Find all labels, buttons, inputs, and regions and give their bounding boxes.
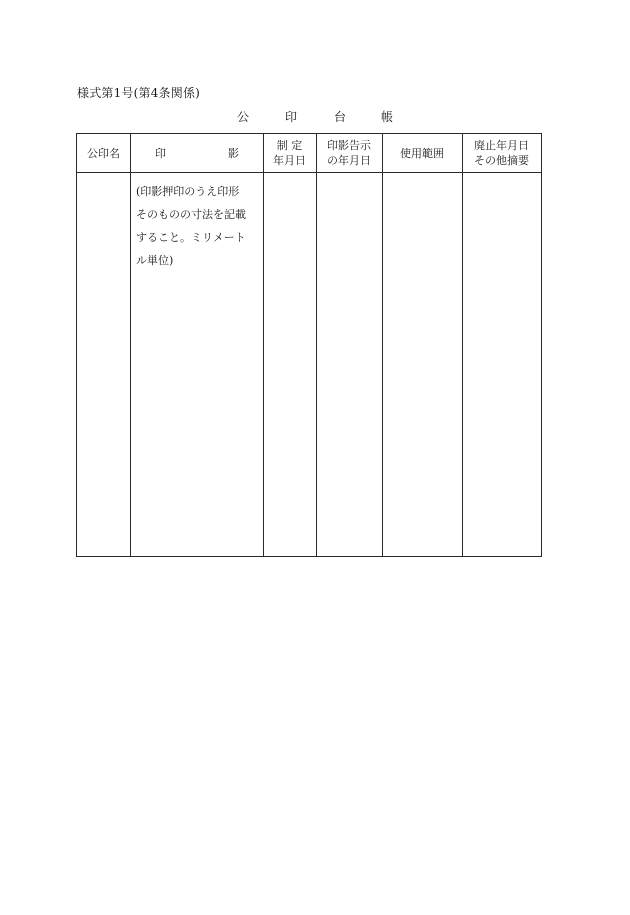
header-char: 制: [276, 139, 288, 152]
header-seal-name-label: 公印名: [87, 146, 120, 160]
header-char: 定: [291, 139, 303, 152]
header-abolition-line1: 廃止年月日: [474, 139, 529, 152]
header-announcement-date-line2: の年月日: [327, 154, 371, 167]
form-number: 様式第1号(第4条関係): [77, 86, 201, 100]
column-divider: [462, 134, 463, 556]
header-manufacture-date: [263, 134, 316, 172]
column-divider: [316, 134, 317, 556]
header-seal-impression: [130, 134, 263, 172]
header-announcement-date-line1: 印影告示: [327, 139, 371, 152]
header-abolition-remarks: [462, 134, 541, 172]
title-char: 公: [237, 110, 250, 124]
header-announcement-date: [316, 134, 382, 172]
header-abolition-line2: その他摘要: [474, 154, 529, 167]
title-char: 帳: [381, 110, 394, 124]
column-divider: [382, 134, 383, 556]
note-line: ル単位): [136, 254, 174, 267]
seal-impression-note: [136, 180, 260, 272]
header-manufacture-date-line1: [273, 138, 307, 153]
header-usage-scope-label: 使用範囲: [400, 146, 444, 160]
document-title: [237, 108, 397, 126]
header-seal-impression-char: 影: [228, 147, 239, 160]
column-divider: [263, 134, 264, 556]
title-char: 印: [285, 110, 298, 124]
header-seal-impression-char: 印: [155, 147, 166, 160]
note-line: すること。ミリメート: [136, 231, 246, 244]
header-seal-name: [77, 134, 130, 172]
title-char: 台: [334, 110, 347, 124]
header-divider: [77, 172, 541, 173]
note-line: そのものの寸法を記載: [136, 208, 246, 221]
column-divider: [130, 134, 131, 556]
header-manufacture-date-line2: 年月日: [273, 154, 306, 167]
header-usage-scope: [382, 134, 462, 172]
note-line: (印影押印のうえ印形: [136, 185, 240, 198]
